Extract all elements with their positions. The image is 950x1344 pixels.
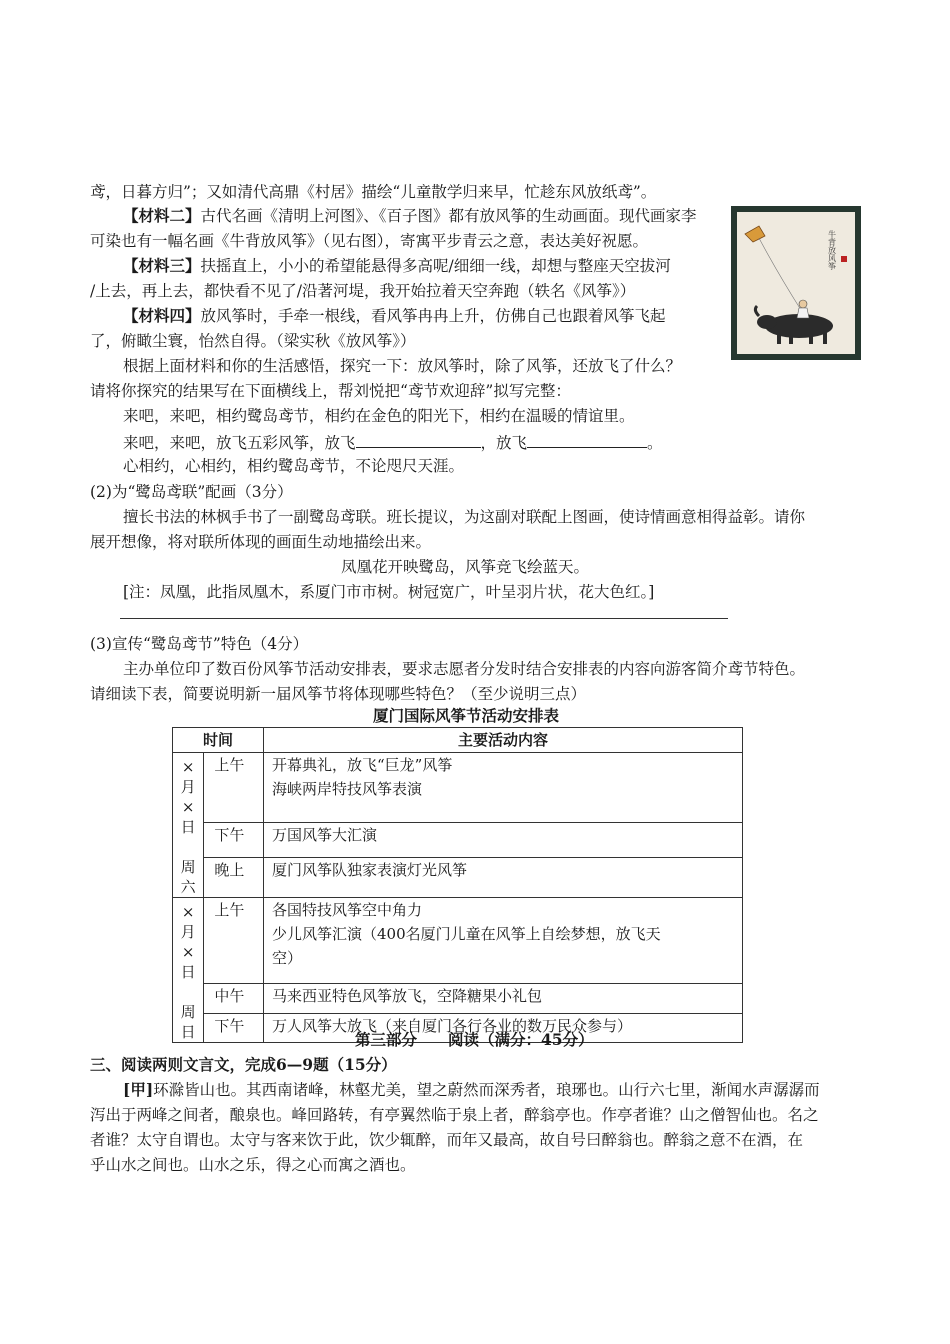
text-line: 主办单位印了数百份风筝节活动安排表，要求志愿者分发时结合安排表的内容向游客简介鸢节特色。 — [123, 660, 806, 678]
couplet-note: [注：凤凰，此指凤凰木，系厦门市市树。树冠宽广，叶呈羽片状，花大色红。] — [123, 583, 655, 601]
text-line: 者谁？太守自谓也。太守与客来饮于此，饮少辄醉，而年又最高，故自号曰醉翁也。醉翁之意不在酒，在 — [90, 1131, 804, 1149]
text-line: 心相约，心相约，相约鹭岛鸢节，不论咫尺天涯。 — [123, 457, 465, 475]
text-line: 根据上面材料和你的生活感悟，探究一下：放风筝时，除了风筝，还放飞了什么？ — [123, 357, 682, 375]
day-char: 月 — [180, 923, 196, 941]
text-line: 来吧，来吧，相约鹭岛鸢节，相约在金色的阳光下，相约在温暖的情谊里。 — [123, 407, 635, 425]
time-cell: 下午 — [204, 1013, 264, 1042]
activity: 海峡两岸特技风筝表演 — [272, 780, 423, 798]
time-cell: 上午 — [204, 753, 264, 823]
text-line: 可染也有一幅名画《牛背放风筝》（见右图），寄寓平步青云之意，表达美好祝愿。 — [90, 232, 649, 250]
table-header-row — [173, 728, 743, 753]
day-char: 周 — [180, 858, 196, 876]
buffalo-kite-picture — [737, 212, 855, 354]
table-title: 厦门国际风筝节活动安排表 — [373, 706, 560, 725]
table-row — [173, 898, 743, 984]
passage-tag: [甲] — [123, 1080, 154, 1099]
kite-painting — [731, 206, 861, 360]
text-line: 乎山水之间也。山水之乐，得之心而寓之酒也。 — [90, 1156, 416, 1174]
day-char — [173, 837, 203, 857]
passage-jia — [123, 1080, 820, 1100]
time-cell: 上午 — [204, 898, 264, 984]
text-span: 。 — [647, 434, 663, 452]
day-char: 六 — [180, 878, 196, 896]
day-char: 日 — [180, 1023, 196, 1041]
text-span: 来吧，来吧，放飞五彩风筝，放飞 — [123, 434, 356, 452]
question-2-title: (2)为“鹭岛鸢联”配画（3分） — [90, 483, 293, 501]
table-row — [173, 984, 743, 1013]
time-cell: 中午 — [204, 984, 264, 1013]
time-cell: 晚上 — [204, 858, 264, 898]
activity: 空） — [272, 949, 303, 967]
content-cell: 马来西亚特色风筝放飞，空降糖果小礼包 — [264, 984, 743, 1013]
table-row — [173, 753, 743, 823]
day-saturday — [173, 753, 204, 898]
material-4 — [123, 306, 666, 326]
text-line: 擅长书法的林枫手书了一副鹭岛鸢联。班长提议，为这副对联配上图画，使诗情画意相得益彰。请你 — [123, 508, 806, 526]
content-cell: 万人风筝大放飞（来自厦门各行各业的数万民众参与） — [264, 1013, 743, 1042]
text-line: /上去，再上去，都快看不见了/沿著河堤，我开始拉着天空奔跑（轶名《风筝》） — [90, 282, 636, 300]
material-tag: 【材料二】 — [123, 206, 201, 225]
answer-blank-1[interactable] — [356, 431, 481, 448]
table-row — [173, 858, 743, 898]
text-span: ，放飞 — [480, 434, 528, 452]
question-3-title: (3)宣传“鹭岛鸢节”特色（4分） — [90, 635, 309, 653]
welcome-line-2 — [123, 431, 663, 453]
day-char: × — [181, 903, 195, 921]
content-cell: 厦门风筝队独家表演灯光风筝 — [264, 858, 743, 898]
material-2 — [123, 206, 697, 226]
couplet: 凤凰花开映鹭岛，风筝竞飞绘蓝天。 — [341, 558, 590, 576]
text-span: 扶摇直上，小小的希望能悬得多高呢/细细一线，却想与整座天空拔河 — [200, 257, 671, 275]
answer-blank-2[interactable] — [527, 431, 647, 448]
text-span: 放风筝时，手牵一根线，看风筝冉冉上升，仿佛自己也跟着风筝飞起 — [200, 307, 666, 325]
day-char: 日 — [180, 818, 196, 836]
text-line: 了，俯瞰尘寰，怡然自得。（梁实秋《放风筝》） — [90, 332, 416, 350]
table-row — [173, 822, 743, 857]
text-line: 鸢，日暮方归”；又如清代高鼎《村居》描绘“儿童散学归来早，忙趁东风放纸鸢”。 — [90, 183, 657, 201]
content-cell — [264, 898, 743, 984]
text-line: 请将你探究的结果写在下面横线上，帮刘悦把“鸢节欢迎辞”拟写完整： — [90, 382, 571, 400]
answer-line[interactable] — [120, 618, 728, 619]
text-line: 展开想像，将对联所体现的画面生动地描绘出来。 — [90, 533, 432, 551]
text-span: 环滁皆山也。其西南诸峰，林壑尤美，望之蔚然而深秀者，琅琊也。山行六七里，渐闻水声潺潺而 — [153, 1081, 820, 1099]
activity: 各国特技风筝空中角力 — [272, 901, 423, 919]
text-span: 古代名画《清明上河图》、《百子图》都有放风筝的生动画面。现代画家李 — [200, 207, 697, 225]
day-char: × — [181, 943, 195, 961]
day-char: 日 — [180, 963, 196, 981]
activity: 少儿风筝汇演（400名厦门儿童在风筝上自绘梦想，放飞天 — [272, 925, 661, 943]
content-cell — [264, 753, 743, 823]
day-char: 月 — [180, 778, 196, 796]
content-cell: 万国风筝大汇演 — [264, 822, 743, 857]
schedule-table — [172, 727, 743, 1043]
day-char: × — [181, 798, 195, 816]
day-char — [173, 982, 203, 1002]
day-char: 周 — [180, 1003, 196, 1021]
text-line: 请细读下表，简要说明新一届风筝节将体现哪些特色？（至少说明三点） — [90, 685, 587, 703]
day-char: × — [181, 758, 195, 776]
time-cell: 下午 — [204, 822, 264, 857]
activity: 开幕典礼，放飞“巨龙”风筝 — [272, 756, 453, 774]
material-3 — [123, 256, 671, 276]
material-tag: 【材料四】 — [123, 306, 201, 325]
painting-inscription: 牛背放风筝 — [827, 230, 837, 270]
header-content: 主要活动内容 — [264, 728, 743, 753]
header-time: 时间 — [173, 728, 264, 753]
day-sunday — [173, 898, 204, 1043]
text-line: 泻出于两峰之间者，酿泉也。峰回路转，有亭翼然临于泉上者，醉翁亭也。作亭者谁？山之僧智仙也。名之 — [90, 1106, 819, 1124]
part-3-heading: 第三部分 阅读（满分：45分） — [355, 1030, 594, 1049]
material-tag: 【材料三】 — [123, 256, 201, 275]
section-3-heading: 三、阅读两则文言文，完成6—9题（15分） — [90, 1055, 397, 1074]
